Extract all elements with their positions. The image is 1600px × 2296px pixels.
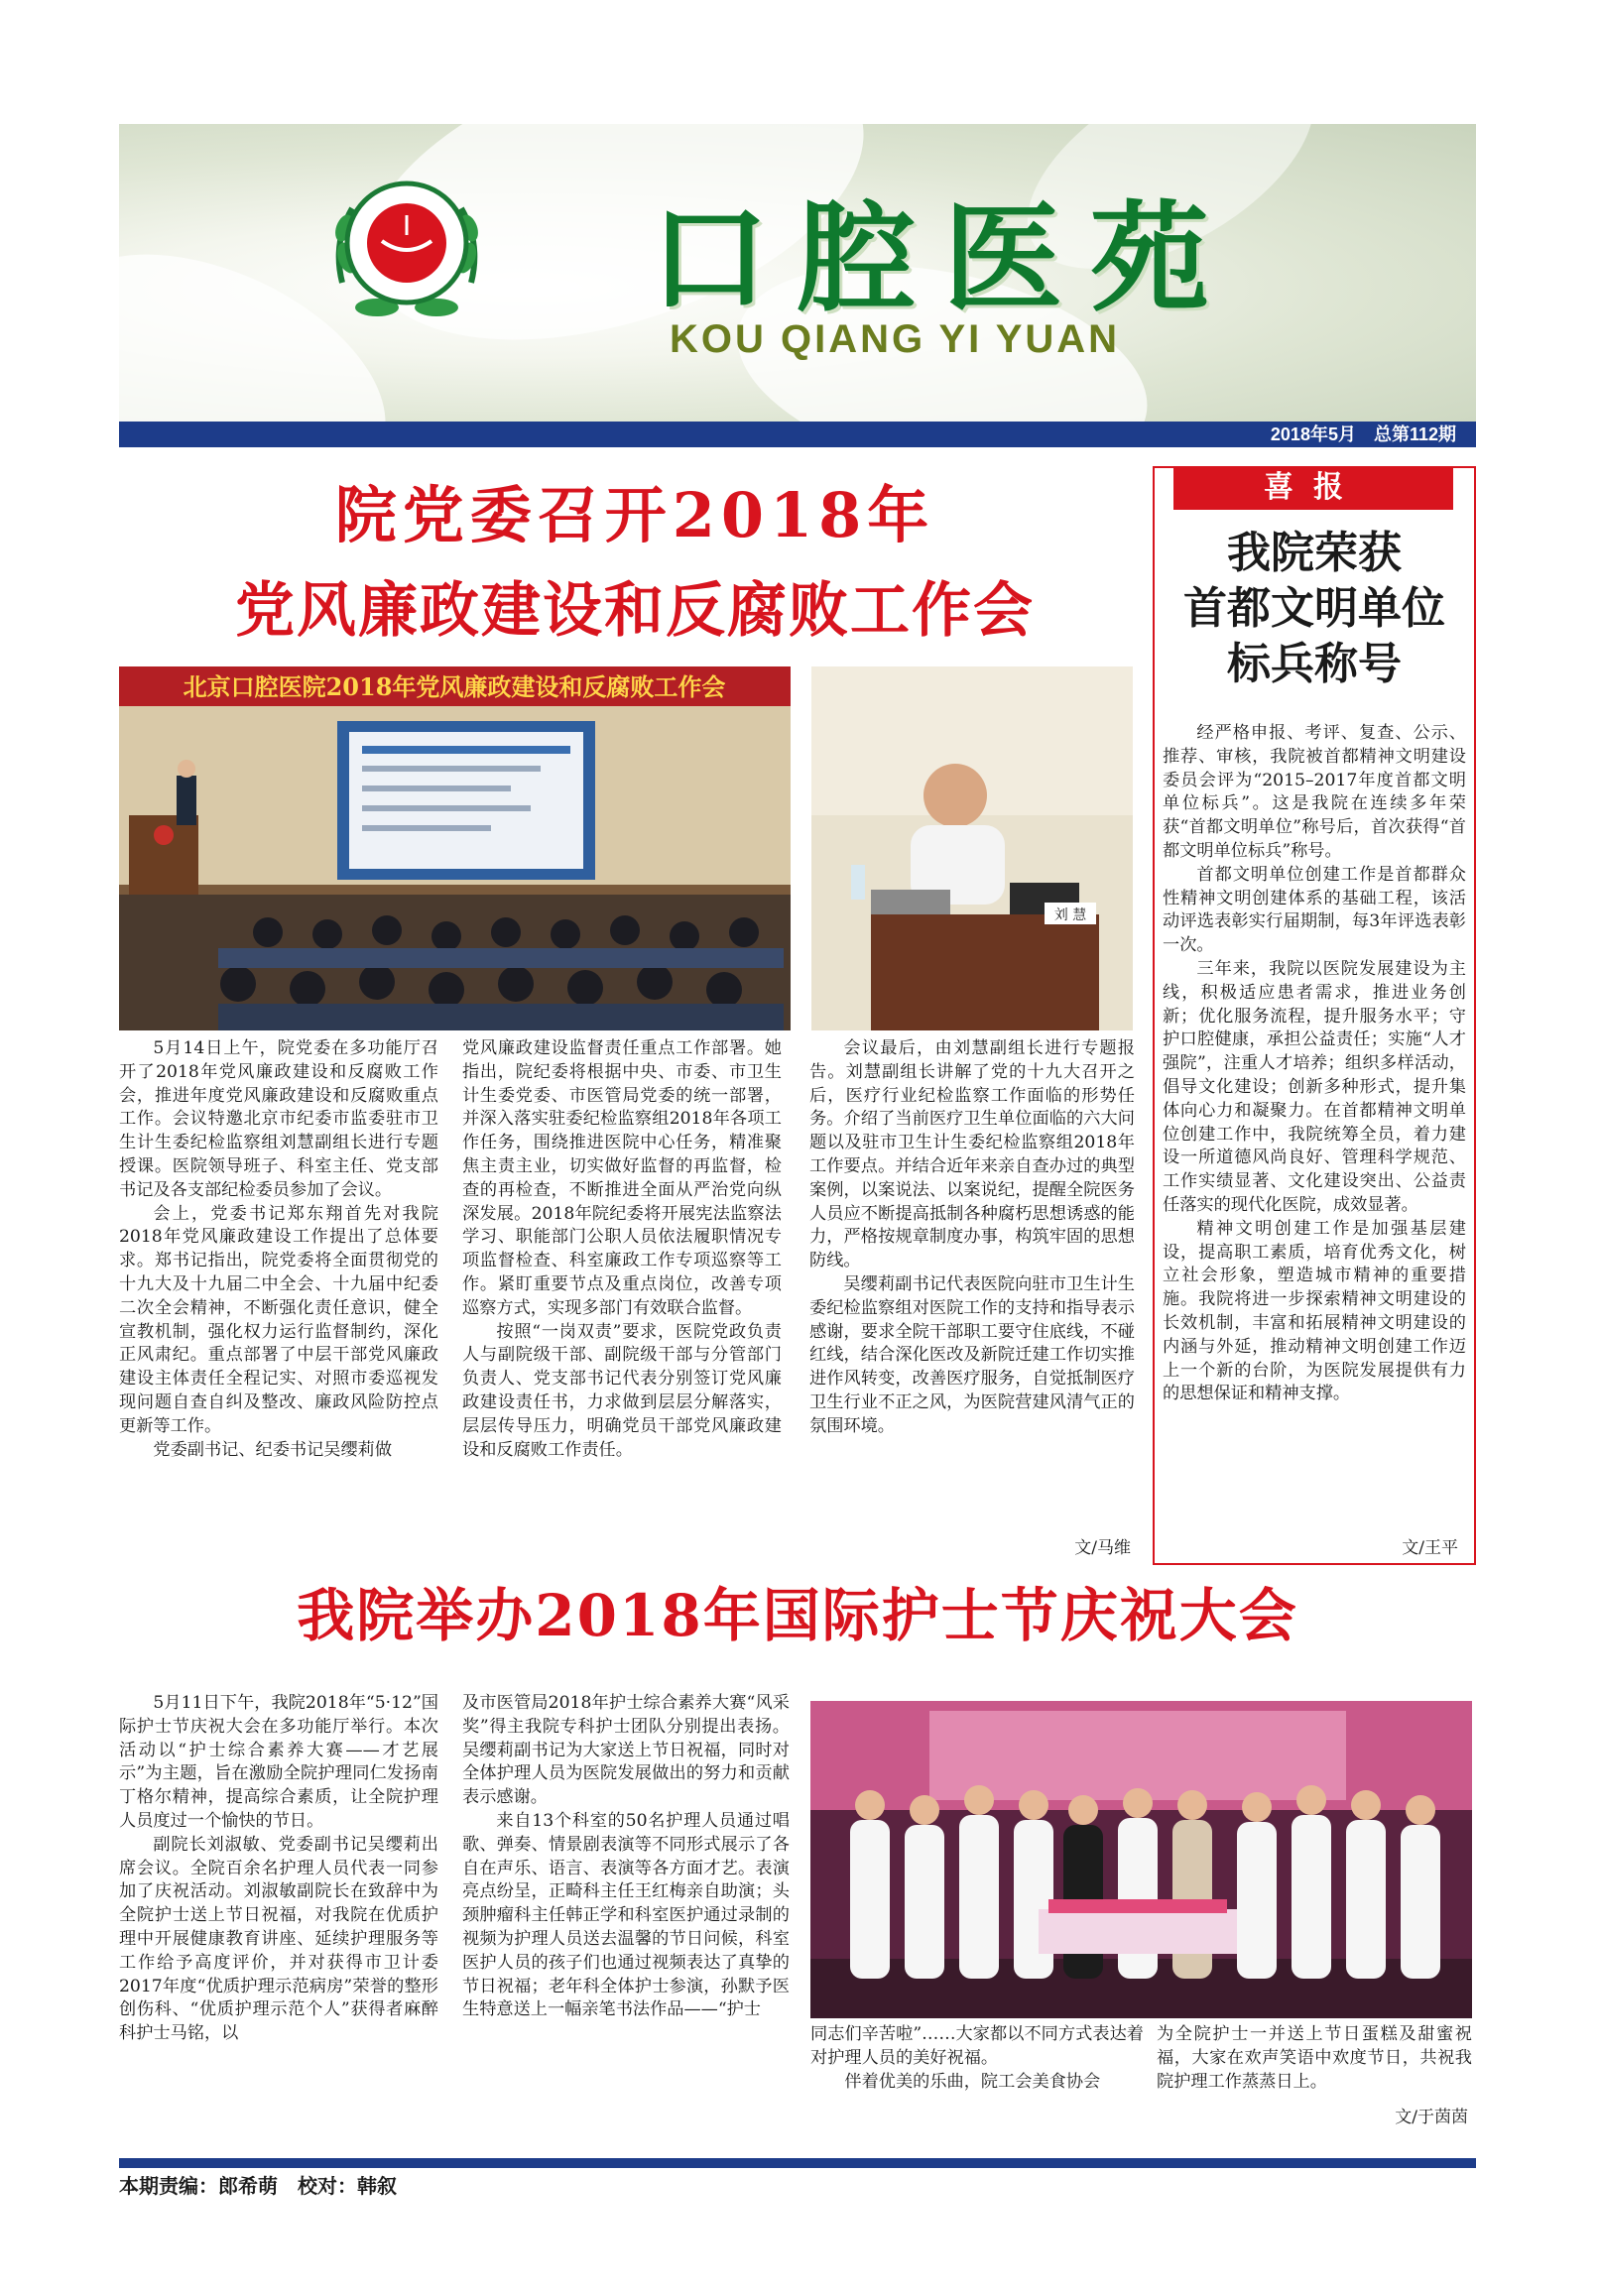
footer-credits: 本期责编：郎希萌 校对：韩叙 [119, 2176, 397, 2198]
issue-info: 2018年5月 总第112期 [1270, 424, 1456, 444]
footer-bar [119, 2158, 1476, 2168]
article2-title: 我院举办2018年国际护士节庆祝大会 [297, 1582, 1298, 1649]
sidebar-title [1158, 526, 1471, 692]
photo1-banner-text: 北京口腔医院2018年党风廉政建设和反腐败工作会 [183, 672, 726, 701]
sidebar-para1: 经严格申报、考评、复查、公示、推荐、审核，我院被首都精神文明建设委员会评为“2015–2017年度首都文明单位标兵”。这是我院在连续多年荣获“首都文明单位”称号后，首次获得“首都文明单位标兵”称号。 [1163, 723, 1466, 861]
sidebar-title-line2: 首都文明单位 [1183, 583, 1445, 634]
article1-col1-para2: 会上，党委书记郑东翔首先对我院2018年党风廉政建设工作提出了总体要求。郑书记指出，院党委将全面贯彻党的十九大及十九届二中全会、十九届中纪委二次全会精神，不断强化责任意识，健全宣教机制，强化权力运行监督制约，深化正风肃纪。重点部署了中层干部党风廉政建设主体责任全程记实、对照市委巡视发现问题自查自纠及整改、廉政风险防控点更新等工作。 [119, 1203, 438, 1436]
nameplate-text: 刘 慧 [1053, 907, 1087, 923]
article1-col2-para2: 按照“一岗双责”要求，医院党政负责人与副院级干部、副院级干部与分管部门负责人、党支部书记代表分别签订党风廉政建设责任书，力求做到层层分解落实，层层传导压力，明确党员干部党风廉政建设和反腐败工作责任。 [462, 1321, 782, 1460]
article1-title-line2: 党风廉政建设和反腐败工作会 [235, 576, 1035, 646]
article2-col4-para1: 为全院护士一并送上节日蛋糕及甜蜜祝福，大家在欢声笑语中欢度节日，共祝我院护理工作蒸蒸日上。 [1157, 2024, 1472, 2092]
masthead-title-cn: 口腔医苑 [650, 190, 1237, 328]
issue-bar [119, 422, 1476, 447]
masthead-title-en: KOU QIANG YI YUAN [670, 317, 1121, 361]
hospital-logo [322, 164, 491, 332]
article1-column1 [119, 1037, 438, 1523]
article1-col2-para1: 党风廉政建设监督责任重点工作部署。她指出，院纪委将根据中央、市委、市卫生计生委党委、市医管局党委的统一部署，并深入落实驻委纪检监察组2018年各项工作任务，围绕推进医院中心任务，精准聚焦主责主业，切实做好监督的再监督，检查的再检查，不断推进全面从严治党向纵深发展。2018年院纪委将开展宪法监察法学习、职能部门公职人员依法履职情况专项监督检查、科室廉政工作专项巡察等工作。紧盯重要节点及重点岗位，改善专项巡察方式，实现多部门有效联合监督。 [462, 1038, 782, 1318]
article2-col3-para2: 伴着优美的乐曲，院工会美食协会 [844, 2071, 1101, 2092]
sidebar-para4: 精神文明创建工作是加强基层建设，提高职工素质，培育优秀文化，树立社会形象，塑造城市精神的重要措施。我院将进一步探索精神文明建设的长效机制，丰富和拓展精神文明建设的内涵与外延，推动精神文明创建工作迈上一个新的台阶，为医院发展提供有力的思想保证和精神支撑。 [1163, 1218, 1466, 1404]
sidebar-para2: 首都文明单位创建工作是首都群众性精神文明创建体系的基础工程，该活动评选表彰实行届期制，每3年评选表彰一次。 [1163, 864, 1466, 956]
article1-column3 [809, 1037, 1135, 1523]
meeting-photo [119, 666, 791, 1030]
article1-title-line1: 院党委召开2018年 [334, 479, 935, 551]
article1-col1-para3: 党委副书记、纪委书记吴缨莉做 [153, 1439, 393, 1460]
article2-column2 [462, 1692, 790, 2118]
article2-col1-para2: 副院长刘淑敏、党委副书记吴缨莉出席会议。全院百余名护理人员代表一同参加了庆祝活动。刘淑敏副院长在致辞中为全院护士送上节日祝福，对我院在优质护理中开展健康教育讲座、延续护理服务等工作给予高度评价，并对获得市卫计委2017年度“优质护理示范病房”荣誉的整形创伤科、“优质护理示范个人”获得者麻醉科护士马铭，以 [119, 1834, 438, 2044]
article2-column1 [119, 1692, 438, 2118]
article2-col3-para1: 同志们辛苦啦”……大家都以不同方式表达着对护理人员的美好祝福。 [810, 2024, 1144, 2068]
article2-col2-para1: 及市医管局2018年护士综合素养大赛“风采奖”得主我院专科护士团队分别提出表扬。吴缨莉副书记为大家送上节日祝福，同时对全体护理人员为医院发展做出的努力和贡献表示感谢。 [462, 1693, 790, 1808]
masthead-banner [119, 124, 1476, 422]
article1-col3-para2: 吴缨莉副书记代表医院向驻市卫生计生委纪检监察组对医院工作的支持和指导表示感谢，要求全院干部职工要守住底线，不碰红线，结合深化医改及新院迁建工作切实推进作风转变，改善医疗服务，自觉抵制医疗卫生行业不正之风，为医院营建风清气正的氛围环境。 [809, 1273, 1135, 1436]
article2-column4 [1157, 2023, 1472, 2103]
sidebar-body [1163, 722, 1466, 1525]
sidebar-para3: 三年来，我院以医院发展建设为主线，积极适应患者需求，推进业务创新；优化服务流程，提升服务水平；守护口腔健康，承担公益责任；实施“人才强院”，注重人才培养；组织多样活动，倡导文化建设；创新多种形式，提升集体向心力和凝聚力。在首都精神文明单位创建工作中，我院统筹全员，着力建设一所道德风尚良好、管理科学规范、工作实绩显著、文化建设突出、公益责任落实的现代化医院，成效显著。 [1163, 958, 1466, 1215]
speaker-photo [811, 666, 1133, 1030]
nurses-group-photo [810, 1701, 1472, 2018]
article1-column2 [462, 1037, 782, 1523]
sidebar-tag: 喜报 [1173, 466, 1453, 510]
article2-byline: 文/于茵茵 [1395, 2108, 1468, 2127]
sidebar-title-line3: 标兵称号 [1227, 639, 1402, 689]
article1-col3-para1: 会议最后，由刘慧副组长进行专题报告。刘慧副组长讲解了党的十九大召开之后，医疗行业纪检监察工作面临的形势任务。介绍了当前医疗卫生单位面临的六大问题以及驻市卫生计生委纪检监察组2018年工作要点。并结合近年来亲自查办过的典型案例，以案说法、以案说纪，提醒全院医务人员应不断提高抵制各种腐朽思想诱惑的能力，严格按规章制度办事，构筑牢固的思想防线。 [809, 1038, 1135, 1271]
article1-byline: 文/马维 [1074, 1538, 1131, 1558]
sidebar-byline: 文/王平 [1402, 1538, 1458, 1558]
article2-column3 [810, 2023, 1144, 2142]
article2-col2-para2: 来自13个科室的50名护理人员通过唱歌、弹奏、情景剧表演等不同形式展示了各自在声乐、语言、表演等各方面才艺。表演亮点纷呈，正畸科主任王红梅亲自助演；头颈肿瘤科主任韩正学和科室医护通过录制的视频为护理人员送去温馨的节日问候，科室医护人员的孩子们也通过视频表达了真挚的节日祝福；老年科全体护士参演，孙默予医生特意送上一幅亲笔书法作品——“护士 [462, 1810, 790, 2020]
article2-col1-para1: 5月11日下午，我院2018年“5·12”国际护士节庆祝大会在多功能厅举行。本次活动以“护士综合素养大赛——才艺展示”为主题，旨在激励全院护理同仁发扬南丁格尔精神，提高综合素质，让全院护理人员度过一个愉快的节日。 [119, 1693, 438, 1831]
article1-col1-para1: 5月14日上午，院党委在多功能厅召开了2018年党风廉政建设和反腐败工作会，推进年度党风廉政建设和反腐败重点工作。会议特邀北京市纪委市监委驻市卫生计生委纪检监察组刘慧副组长进行专题授课。医院领导班子、科室主任、党支部书记及各支部纪检委员参加了会议。 [119, 1038, 438, 1200]
sidebar-title-line1: 我院荣获 [1227, 528, 1402, 578]
